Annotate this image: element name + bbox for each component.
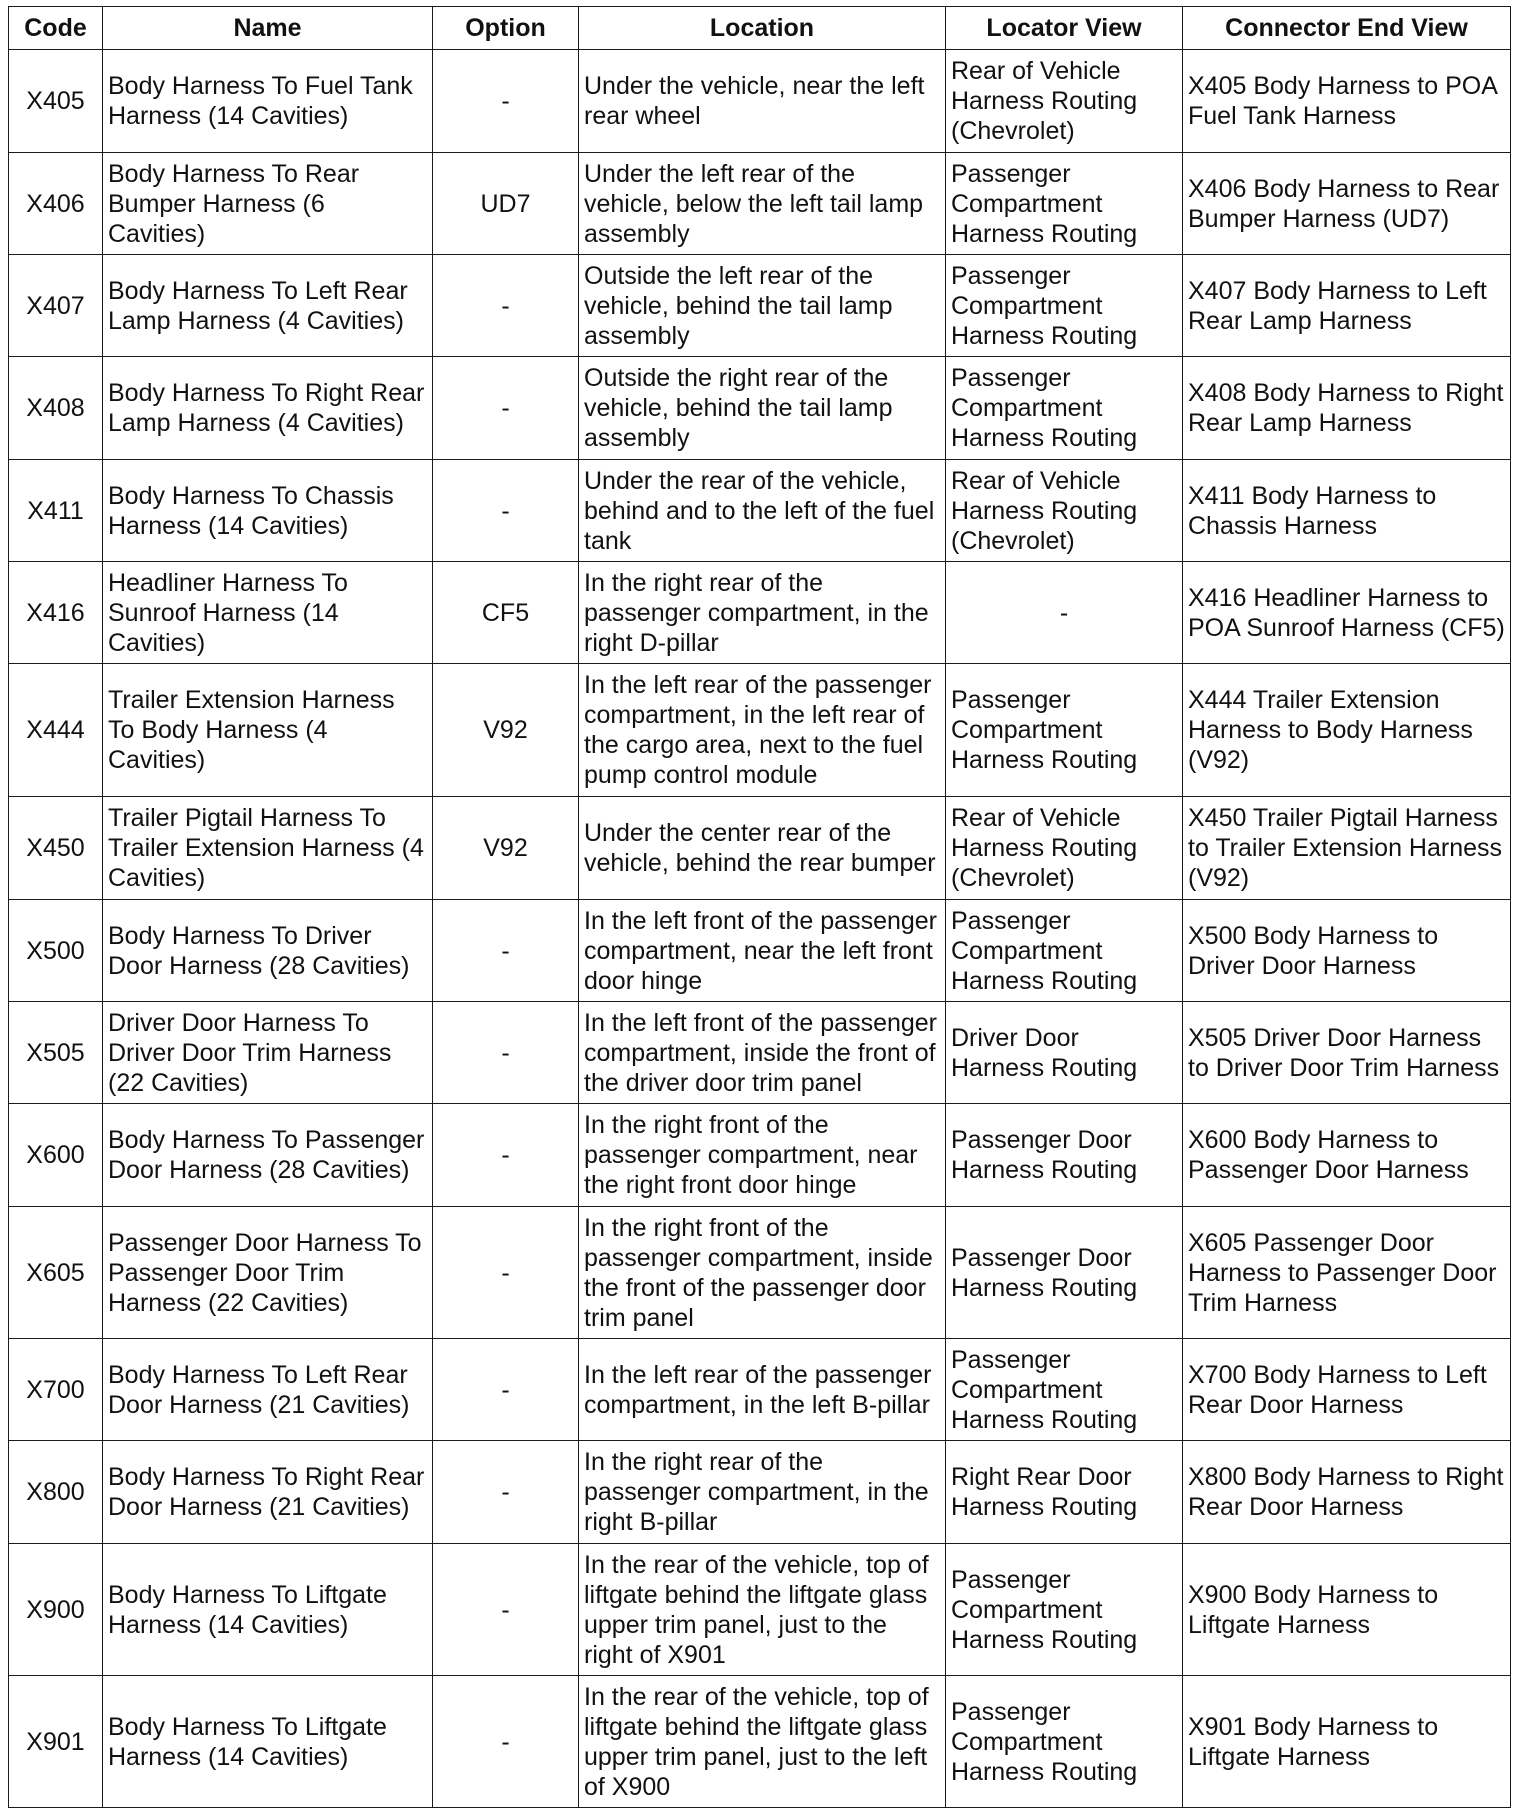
cell-code: X800 [9, 1441, 103, 1544]
cell-locator-view: Passenger Door Harness Routing [946, 1207, 1183, 1339]
cell-locator-view: Passenger Door Harness Routing [946, 1104, 1183, 1207]
cell-location: Under the left rear of the vehicle, below the left tail lamp assembly [579, 153, 946, 255]
header-name: Name [103, 7, 433, 50]
cell-location: Under the center rear of the vehicle, behind the rear bumper [579, 797, 946, 900]
cell-code: X405 [9, 50, 103, 153]
cell-locator-view: Passenger Compartment Harness Routing [946, 1544, 1183, 1676]
cell-location: In the rear of the vehicle, top of liftgate behind the liftgate glass upper trim panel, just to the left of X900 [579, 1676, 946, 1808]
cell-locator-view: Passenger Compartment Harness Routing [946, 664, 1183, 797]
cell-locator-view: Passenger Compartment Harness Routing [946, 1339, 1183, 1441]
cell-connector-end-view: X500 Body Harness to Driver Door Harness [1183, 900, 1511, 1002]
cell-code: X700 [9, 1339, 103, 1441]
table-row [9, 900, 1511, 1002]
cell-connector-end-view: X450 Trailer Pigtail Harness to Trailer Extension Harness (V92) [1183, 797, 1511, 900]
connector-table [8, 6, 1511, 1808]
cell-code: X600 [9, 1104, 103, 1207]
cell-code: X505 [9, 1002, 103, 1104]
cell-locator-view: Rear of Vehicle Harness Routing (Chevrolet) [946, 50, 1183, 153]
cell-connector-end-view: X901 Body Harness to Liftgate Harness [1183, 1676, 1511, 1808]
header-code: Code [9, 7, 103, 50]
header-row [9, 7, 1511, 50]
header-location: Location [579, 7, 946, 50]
cell-option: CF5 [433, 562, 579, 664]
cell-option: - [433, 1441, 579, 1544]
cell-connector-end-view: X411 Body Harness to Chassis Harness [1183, 460, 1511, 562]
document-page [8, 6, 1510, 1808]
cell-location: In the right front of the passenger compartment, near the right front door hinge [579, 1104, 946, 1207]
header-connector-end-view: Connector End View [1183, 7, 1511, 50]
cell-option: - [433, 357, 579, 460]
cell-location: Under the rear of the vehicle, behind and to the left of the fuel tank [579, 460, 946, 562]
table-row [9, 664, 1511, 797]
cell-name: Body Harness To Rear Bumper Harness (6 Cavities) [103, 153, 433, 255]
cell-name: Driver Door Harness To Driver Door Trim Harness (22 Cavities) [103, 1002, 433, 1104]
table-row [9, 460, 1511, 562]
cell-option: - [433, 50, 579, 153]
cell-code: X416 [9, 562, 103, 664]
cell-connector-end-view: X406 Body Harness to Rear Bumper Harness (UD7) [1183, 153, 1511, 255]
cell-location: In the rear of the vehicle, top of liftgate behind the liftgate glass upper trim panel, just to the right of X901 [579, 1544, 946, 1676]
cell-code: X500 [9, 900, 103, 1002]
cell-code: X408 [9, 357, 103, 460]
cell-name: Body Harness To Right Rear Lamp Harness (4 Cavities) [103, 357, 433, 460]
cell-option: - [433, 1104, 579, 1207]
cell-locator-view: Passenger Compartment Harness Routing [946, 255, 1183, 357]
cell-location: In the right rear of the passenger compartment, in the right D-pillar [579, 562, 946, 664]
cell-location: In the left front of the passenger compartment, near the left front door hinge [579, 900, 946, 1002]
cell-location: In the right rear of the passenger compartment, in the right B-pillar [579, 1441, 946, 1544]
cell-location: In the right front of the passenger compartment, inside the front of the passenger door trim panel [579, 1207, 946, 1339]
cell-name: Body Harness To Passenger Door Harness (28 Cavities) [103, 1104, 433, 1207]
cell-name: Passenger Door Harness To Passenger Door Trim Harness (22 Cavities) [103, 1207, 433, 1339]
cell-code: X406 [9, 153, 103, 255]
cell-connector-end-view: X405 Body Harness to POA Fuel Tank Harness [1183, 50, 1511, 153]
cell-connector-end-view: X800 Body Harness to Right Rear Door Harness [1183, 1441, 1511, 1544]
cell-code: X900 [9, 1544, 103, 1676]
cell-name: Trailer Pigtail Harness To Trailer Extension Harness (4 Cavities) [103, 797, 433, 900]
table-row [9, 153, 1511, 255]
cell-locator-view: Rear of Vehicle Harness Routing (Chevrolet) [946, 797, 1183, 900]
cell-connector-end-view: X605 Passenger Door Harness to Passenger Door Trim Harness [1183, 1207, 1511, 1339]
cell-name: Trailer Extension Harness To Body Harness (4 Cavities) [103, 664, 433, 797]
cell-connector-end-view: X408 Body Harness to Right Rear Lamp Harness [1183, 357, 1511, 460]
cell-code: X407 [9, 255, 103, 357]
cell-option: - [433, 255, 579, 357]
cell-option: - [433, 460, 579, 562]
cell-connector-end-view: X505 Driver Door Harness to Driver Door Trim Harness [1183, 1002, 1511, 1104]
cell-location: Under the vehicle, near the left rear wheel [579, 50, 946, 153]
cell-connector-end-view: X600 Body Harness to Passenger Door Harness [1183, 1104, 1511, 1207]
cell-locator-view: Driver Door Harness Routing [946, 1002, 1183, 1104]
cell-name: Body Harness To Left Rear Lamp Harness (4 Cavities) [103, 255, 433, 357]
cell-name: Body Harness To Liftgate Harness (14 Cavities) [103, 1544, 433, 1676]
cell-option: - [433, 1207, 579, 1339]
cell-name: Body Harness To Liftgate Harness (14 Cavities) [103, 1676, 433, 1808]
cell-locator-view: Rear of Vehicle Harness Routing (Chevrolet) [946, 460, 1183, 562]
table-row [9, 1441, 1511, 1544]
table-row [9, 50, 1511, 153]
header-locator-view: Locator View [946, 7, 1183, 50]
cell-option: - [433, 900, 579, 1002]
cell-connector-end-view: X900 Body Harness to Liftgate Harness [1183, 1544, 1511, 1676]
cell-option: UD7 [433, 153, 579, 255]
cell-connector-end-view: X407 Body Harness to Left Rear Lamp Harness [1183, 255, 1511, 357]
table-row [9, 1339, 1511, 1441]
cell-name: Body Harness To Fuel Tank Harness (14 Cavities) [103, 50, 433, 153]
cell-connector-end-view: X444 Trailer Extension Harness to Body Harness (V92) [1183, 664, 1511, 797]
cell-location: Outside the left rear of the vehicle, behind the tail lamp assembly [579, 255, 946, 357]
cell-locator-view: Passenger Compartment Harness Routing [946, 900, 1183, 1002]
cell-connector-end-view: X700 Body Harness to Left Rear Door Harness [1183, 1339, 1511, 1441]
table-row [9, 1207, 1511, 1339]
cell-locator-view: Passenger Compartment Harness Routing [946, 357, 1183, 460]
cell-name: Body Harness To Driver Door Harness (28 Cavities) [103, 900, 433, 1002]
cell-code: X411 [9, 460, 103, 562]
table-row [9, 1002, 1511, 1104]
table-row [9, 562, 1511, 664]
cell-option: V92 [433, 664, 579, 797]
table-row [9, 255, 1511, 357]
cell-locator-view: Right Rear Door Harness Routing [946, 1441, 1183, 1544]
cell-location: Outside the right rear of the vehicle, behind the tail lamp assembly [579, 357, 946, 460]
cell-option: - [433, 1339, 579, 1441]
cell-locator-view: Passenger Compartment Harness Routing [946, 1676, 1183, 1808]
cell-name: Body Harness To Right Rear Door Harness (21 Cavities) [103, 1441, 433, 1544]
cell-code: X450 [9, 797, 103, 900]
table-row [9, 1104, 1511, 1207]
cell-code: X444 [9, 664, 103, 797]
cell-option: - [433, 1002, 579, 1104]
cell-option: V92 [433, 797, 579, 900]
cell-name: Headliner Harness To Sunroof Harness (14 Cavities) [103, 562, 433, 664]
cell-code: X901 [9, 1676, 103, 1808]
cell-locator-view: - [946, 562, 1183, 664]
cell-option: - [433, 1544, 579, 1676]
cell-location: In the left front of the passenger compartment, inside the front of the driver door trim panel [579, 1002, 946, 1104]
cell-location: In the left rear of the passenger compartment, in the left B-pillar [579, 1339, 946, 1441]
table-row [9, 797, 1511, 900]
cell-location: In the left rear of the passenger compartment, in the left rear of the cargo area, next to the fuel pump control module [579, 664, 946, 797]
cell-name: Body Harness To Chassis Harness (14 Cavities) [103, 460, 433, 562]
table-row [9, 1676, 1511, 1808]
table-row [9, 357, 1511, 460]
table-row [9, 1544, 1511, 1676]
header-option: Option [433, 7, 579, 50]
cell-locator-view: Passenger Compartment Harness Routing [946, 153, 1183, 255]
cell-option: - [433, 1676, 579, 1808]
cell-code: X605 [9, 1207, 103, 1339]
cell-name: Body Harness To Left Rear Door Harness (21 Cavities) [103, 1339, 433, 1441]
cell-connector-end-view: X416 Headliner Harness to POA Sunroof Harness (CF5) [1183, 562, 1511, 664]
